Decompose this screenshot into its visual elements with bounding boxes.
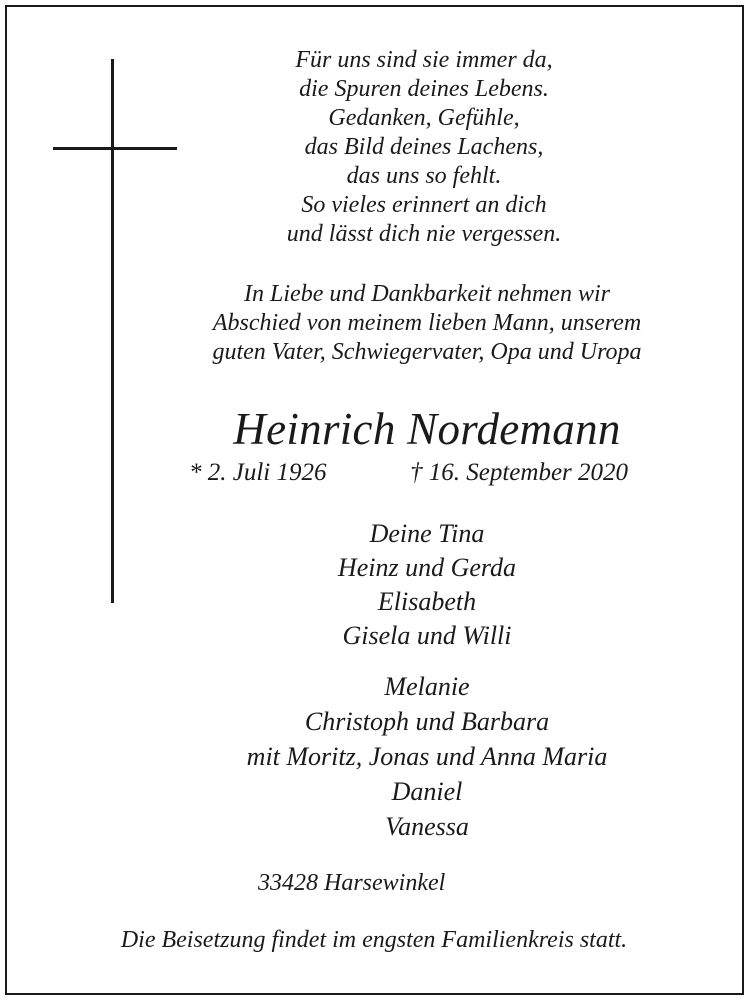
- poem-line: das Bild deines Lachens,: [304, 134, 544, 160]
- poem-line: und lässt dich nie vergessen.: [286, 221, 562, 247]
- cross-icon-bar: [53, 147, 177, 150]
- poem-line: Gedanken, Gefühle,: [328, 105, 520, 131]
- family-member: Gisela und Willi: [342, 621, 512, 650]
- family-member: Melanie: [384, 672, 470, 701]
- place-line: 33428 Harsewinkel: [258, 870, 446, 896]
- intro-line: Abschied von meinem lieben Mann, unserem: [212, 310, 642, 336]
- poem-line: Für uns sind sie immer da,: [295, 47, 553, 73]
- poem-line: das uns so fehlt.: [346, 163, 502, 189]
- death-date: † 16. September 2020: [410, 459, 629, 486]
- family-member: Vanessa: [385, 812, 469, 841]
- poem-line: die Spuren deines Lebens.: [299, 76, 549, 102]
- family-member: Christoph und Barbara: [304, 707, 550, 736]
- burial-notice: Die Beisetzung findet im engsten Familienkreis statt.: [120, 927, 628, 953]
- intro-line: guten Vater, Schwiegervater, Opa und Uropa: [212, 339, 642, 365]
- cross-icon: [111, 59, 114, 603]
- family-member: Deine Tina: [369, 519, 485, 548]
- family-member: mit Moritz, Jonas und Anna Maria: [246, 742, 608, 771]
- birth-date: * 2. Juli 1926: [189, 459, 327, 486]
- family-member: Heinz und Gerda: [337, 553, 517, 582]
- deceased-name: Heinrich Nordemann: [233, 404, 621, 454]
- poem-line: So vieles erinnert an dich: [301, 192, 547, 218]
- family-member: Elisabeth: [377, 587, 477, 616]
- intro-line: In Liebe und Dankbarkeit nehmen wir: [244, 281, 610, 307]
- family-member: Daniel: [391, 777, 463, 806]
